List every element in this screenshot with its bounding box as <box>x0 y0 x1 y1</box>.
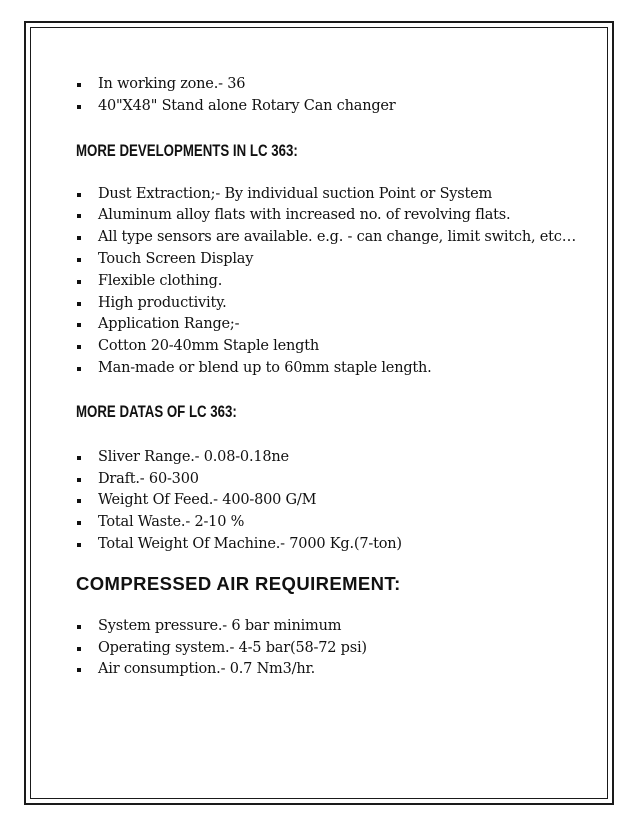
document-body <box>76 74 596 681</box>
datas-heading: MORE DATAS OF LC 363: <box>76 401 237 421</box>
air-heading: COMPRESSED AIR REQUIREMENT: <box>76 572 401 594</box>
list-item: Operating system.- 4-5 bar(58-72 psi) <box>76 638 596 660</box>
list-item: Total Waste.- 2-10 % <box>76 512 596 534</box>
list-item: Touch Screen Display <box>76 249 596 271</box>
list-item: 40"X48" Stand alone Rotary Can changer <box>76 96 596 118</box>
developments-heading: MORE DEVELOPMENTS IN LC 363: <box>76 140 298 160</box>
list-item: Air consumption.- 0.7 Nm3/hr. <box>76 659 596 681</box>
list-item: All type sensors are available. e.g. - can change, limit switch, etc… <box>76 227 596 249</box>
list-item: Dust Extraction;- By individual suction Point or System <box>76 184 596 206</box>
list-item: In working zone.- 36 <box>76 74 596 96</box>
list-item: System pressure.- 6 bar minimum <box>76 616 596 638</box>
intro-list <box>76 74 596 118</box>
list-item: Aluminum alloy flats with increased no. of revolving flats. <box>76 205 596 227</box>
list-item: Cotton 20-40mm Staple length <box>76 336 596 358</box>
list-item: Sliver Range.- 0.08-0.18ne <box>76 447 596 469</box>
list-item: Total Weight Of Machine.- 7000 Kg.(7-ton) <box>76 534 596 556</box>
datas-list <box>76 447 596 556</box>
developments-list <box>76 184 596 380</box>
list-item: Draft.- 60-300 <box>76 469 596 491</box>
air-list <box>76 616 596 681</box>
list-item: Man-made or blend up to 60mm staple length. <box>76 358 596 380</box>
list-item: Application Range;- <box>76 314 596 336</box>
list-item: High productivity. <box>76 293 596 315</box>
list-item: Flexible clothing. <box>76 271 596 293</box>
list-item: Weight Of Feed.- 400-800 G/M <box>76 490 596 512</box>
